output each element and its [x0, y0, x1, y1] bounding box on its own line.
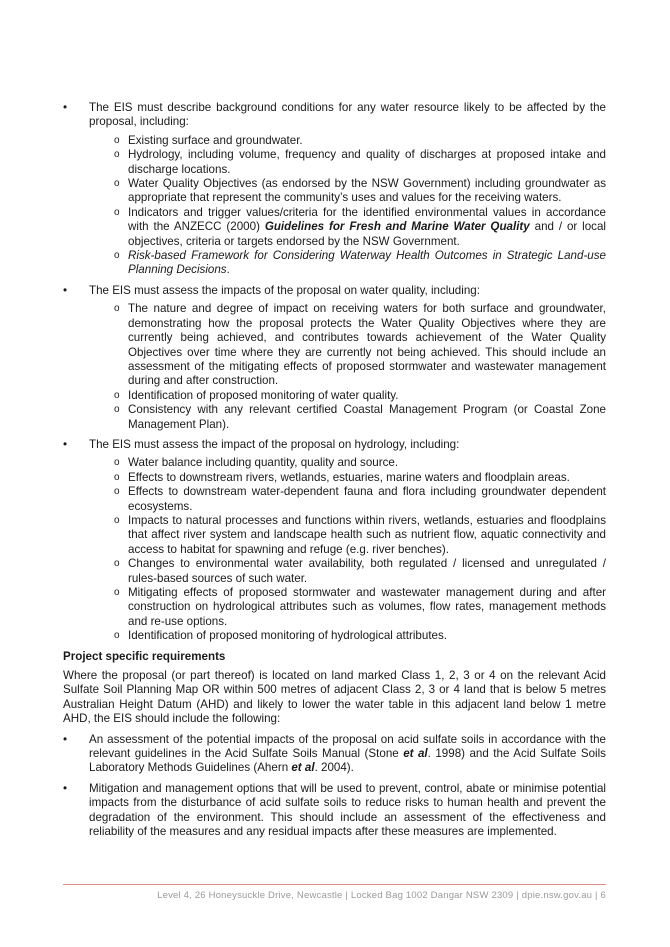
bullet-water-quality: [63, 284, 606, 432]
bullet-icon: •: [63, 732, 68, 746]
list-item: o Mitigating effects of proposed stormwater and wastewater management during and after construction on hydrological attributes such as volumes, flow rates, management methods and re-use options.: [114, 586, 606, 628]
document-body: [63, 101, 606, 846]
sub-list: [89, 134, 606, 278]
sub-bullet-icon: o: [114, 587, 120, 598]
sub-bullet-icon: o: [114, 250, 120, 262]
bullet-hydrology: [63, 438, 606, 644]
sub-bullet-icon: o: [114, 486, 120, 498]
bullet-acid-sulfate-assessment: [63, 733, 606, 776]
sub-bullet-icon: o: [114, 206, 120, 218]
list-item: o Hydrology, including volume, frequency and quality of discharges at proposed intake and discharge locations.: [114, 148, 606, 176]
bullet-text: The EIS must describe background conditions for any water resource likely to be affected by the proposal, including:: [89, 101, 606, 129]
framework-title: Risk-based Framework for Considering Waterway Health Outcomes in Strategic Land-use Planning Decisions: [128, 249, 606, 277]
sub-bullet-icon: o: [114, 404, 120, 416]
bullet-background-conditions: [63, 101, 606, 278]
paragraph: Where the proposal (or part thereof) is located on land marked Class 1, 2, 3 or 4 on the relevant Acid Sulfate Soil Planning Map OR within 500 metres of adjacent Class 2, 3 or 4 land that is below 5 metres Australian Height Datum (AHD) and likely to lower the water table in this adjacent land below 1 metre AHD, the EIS should include the following:: [63, 669, 606, 726]
footer-rule: [63, 884, 606, 885]
list-item: o Impacts to natural processes and functions within rivers, wetlands, estuaries and floodplains that affect river system and landscape health such as nutrient flow, aquatic connectivity and access to habitat for spawning and refuge (e.g. river benches).: [114, 513, 606, 556]
sub-bullet-icon: o: [114, 134, 120, 146]
list-item: o Effects to downstream rivers, wetlands, estuaries, marine waters and floodplain areas.: [114, 470, 570, 484]
sub-bullet-icon: o: [114, 149, 120, 161]
sub-bullet-icon: o: [114, 630, 120, 642]
bullet-mitigation-options: [63, 782, 606, 840]
guideline-title: Guidelines for Fresh and Marine Water Quality: [264, 220, 530, 234]
bullet-icon: •: [63, 437, 68, 451]
bullet-text: The EIS must assess the impact of the proposal on hydrology, including:: [89, 437, 460, 451]
sub-list: [89, 302, 606, 432]
list-item: o Existing surface and groundwater.: [114, 133, 303, 147]
bullet-icon: •: [63, 283, 68, 297]
sub-list: [89, 456, 606, 643]
section-heading: Project specific requirements: [63, 649, 226, 663]
list-item: o Water balance including quantity, quality and source.: [114, 456, 399, 470]
list-item: o Effects to downstream water-dependent fauna and flora including groundwater dependent ecosystems.: [114, 485, 606, 513]
bullet-text: An assessment of the potential impacts of the proposal on acid sulfate soils in accordance with the relevant guidelines in the Acid Sulfate Soils Manual (Stone et al. 1998) and the Acid Sulfate Soils Laboratory Methods Guidelines (Ahern et al. 2004).: [89, 732, 606, 775]
bullet-text: Mitigation and management options that will be used to prevent, control, abate or minimise potential impacts from the disturbance of acid sulfate soils to reduce risks to human health and prevent the degradation of the environment. This should include an assessment of the effectiveness and reliability of the measures and any residual impacts after these measures are implemented.: [89, 781, 606, 839]
sub-bullet-icon: o: [114, 558, 120, 570]
sub-bullet-icon: o: [114, 457, 120, 469]
list-item: o Changes to environmental water availability, both regulated / licensed and unregulated / rules-based sources of such water.: [114, 557, 606, 585]
list-item: o Consistency with any relevant certified Coastal Management Program (or Coastal Zone Management Plan).: [114, 403, 606, 431]
bullet-icon: •: [63, 101, 68, 114]
sub-bullet-icon: o: [114, 178, 120, 190]
list-item: o Identification of proposed monitoring of water quality.: [114, 388, 399, 402]
list-item: o Water Quality Objectives (as endorsed by the NSW Government) including groundwater as appropriate that represent the community’s uses and values for the receiving waters.: [114, 177, 606, 205]
list-item: o The nature and degree of impact on receiving waters for both surface and groundwater, demonstrating how the proposal protects the Water Quality Objectives where they are currently being achieved, and contributes towards achievement of the Water Quality Objectives over time where they are currently not being achieved. This should include an assessment of the mitigating effects of proposed stormwater and wastewater management during and after construction.: [114, 302, 606, 388]
sub-bullet-icon: o: [114, 514, 120, 526]
sub-bullet-icon: o: [114, 471, 120, 483]
sub-bullet-icon: o: [114, 303, 120, 315]
list-item: o Risk-based Framework for Considering Waterway Health Outcomes in Strategic Land-use Planning Decisions.: [114, 249, 606, 277]
sub-bullet-icon: o: [114, 389, 120, 401]
list-item: o Identification of proposed monitoring of hydrological attributes.: [114, 629, 448, 643]
bullet-icon: •: [63, 781, 68, 795]
page-footer: Level 4, 26 Honeysuckle Drive, Newcastle | Locked Bag 1002 Dangar NSW 2309 | dpie.nsw.gov.au | 6: [157, 890, 606, 901]
bullet-text: The EIS must assess the impacts of the proposal on water quality, including:: [89, 283, 480, 297]
list-item: o Indicators and trigger values/criteria for the identified environmental values in accordance with the ANZECC (2000) Guidelines for Fresh and Marine Water Quality and / or local objectives, criteria or targets endorsed by the NSW Government.: [114, 205, 606, 248]
